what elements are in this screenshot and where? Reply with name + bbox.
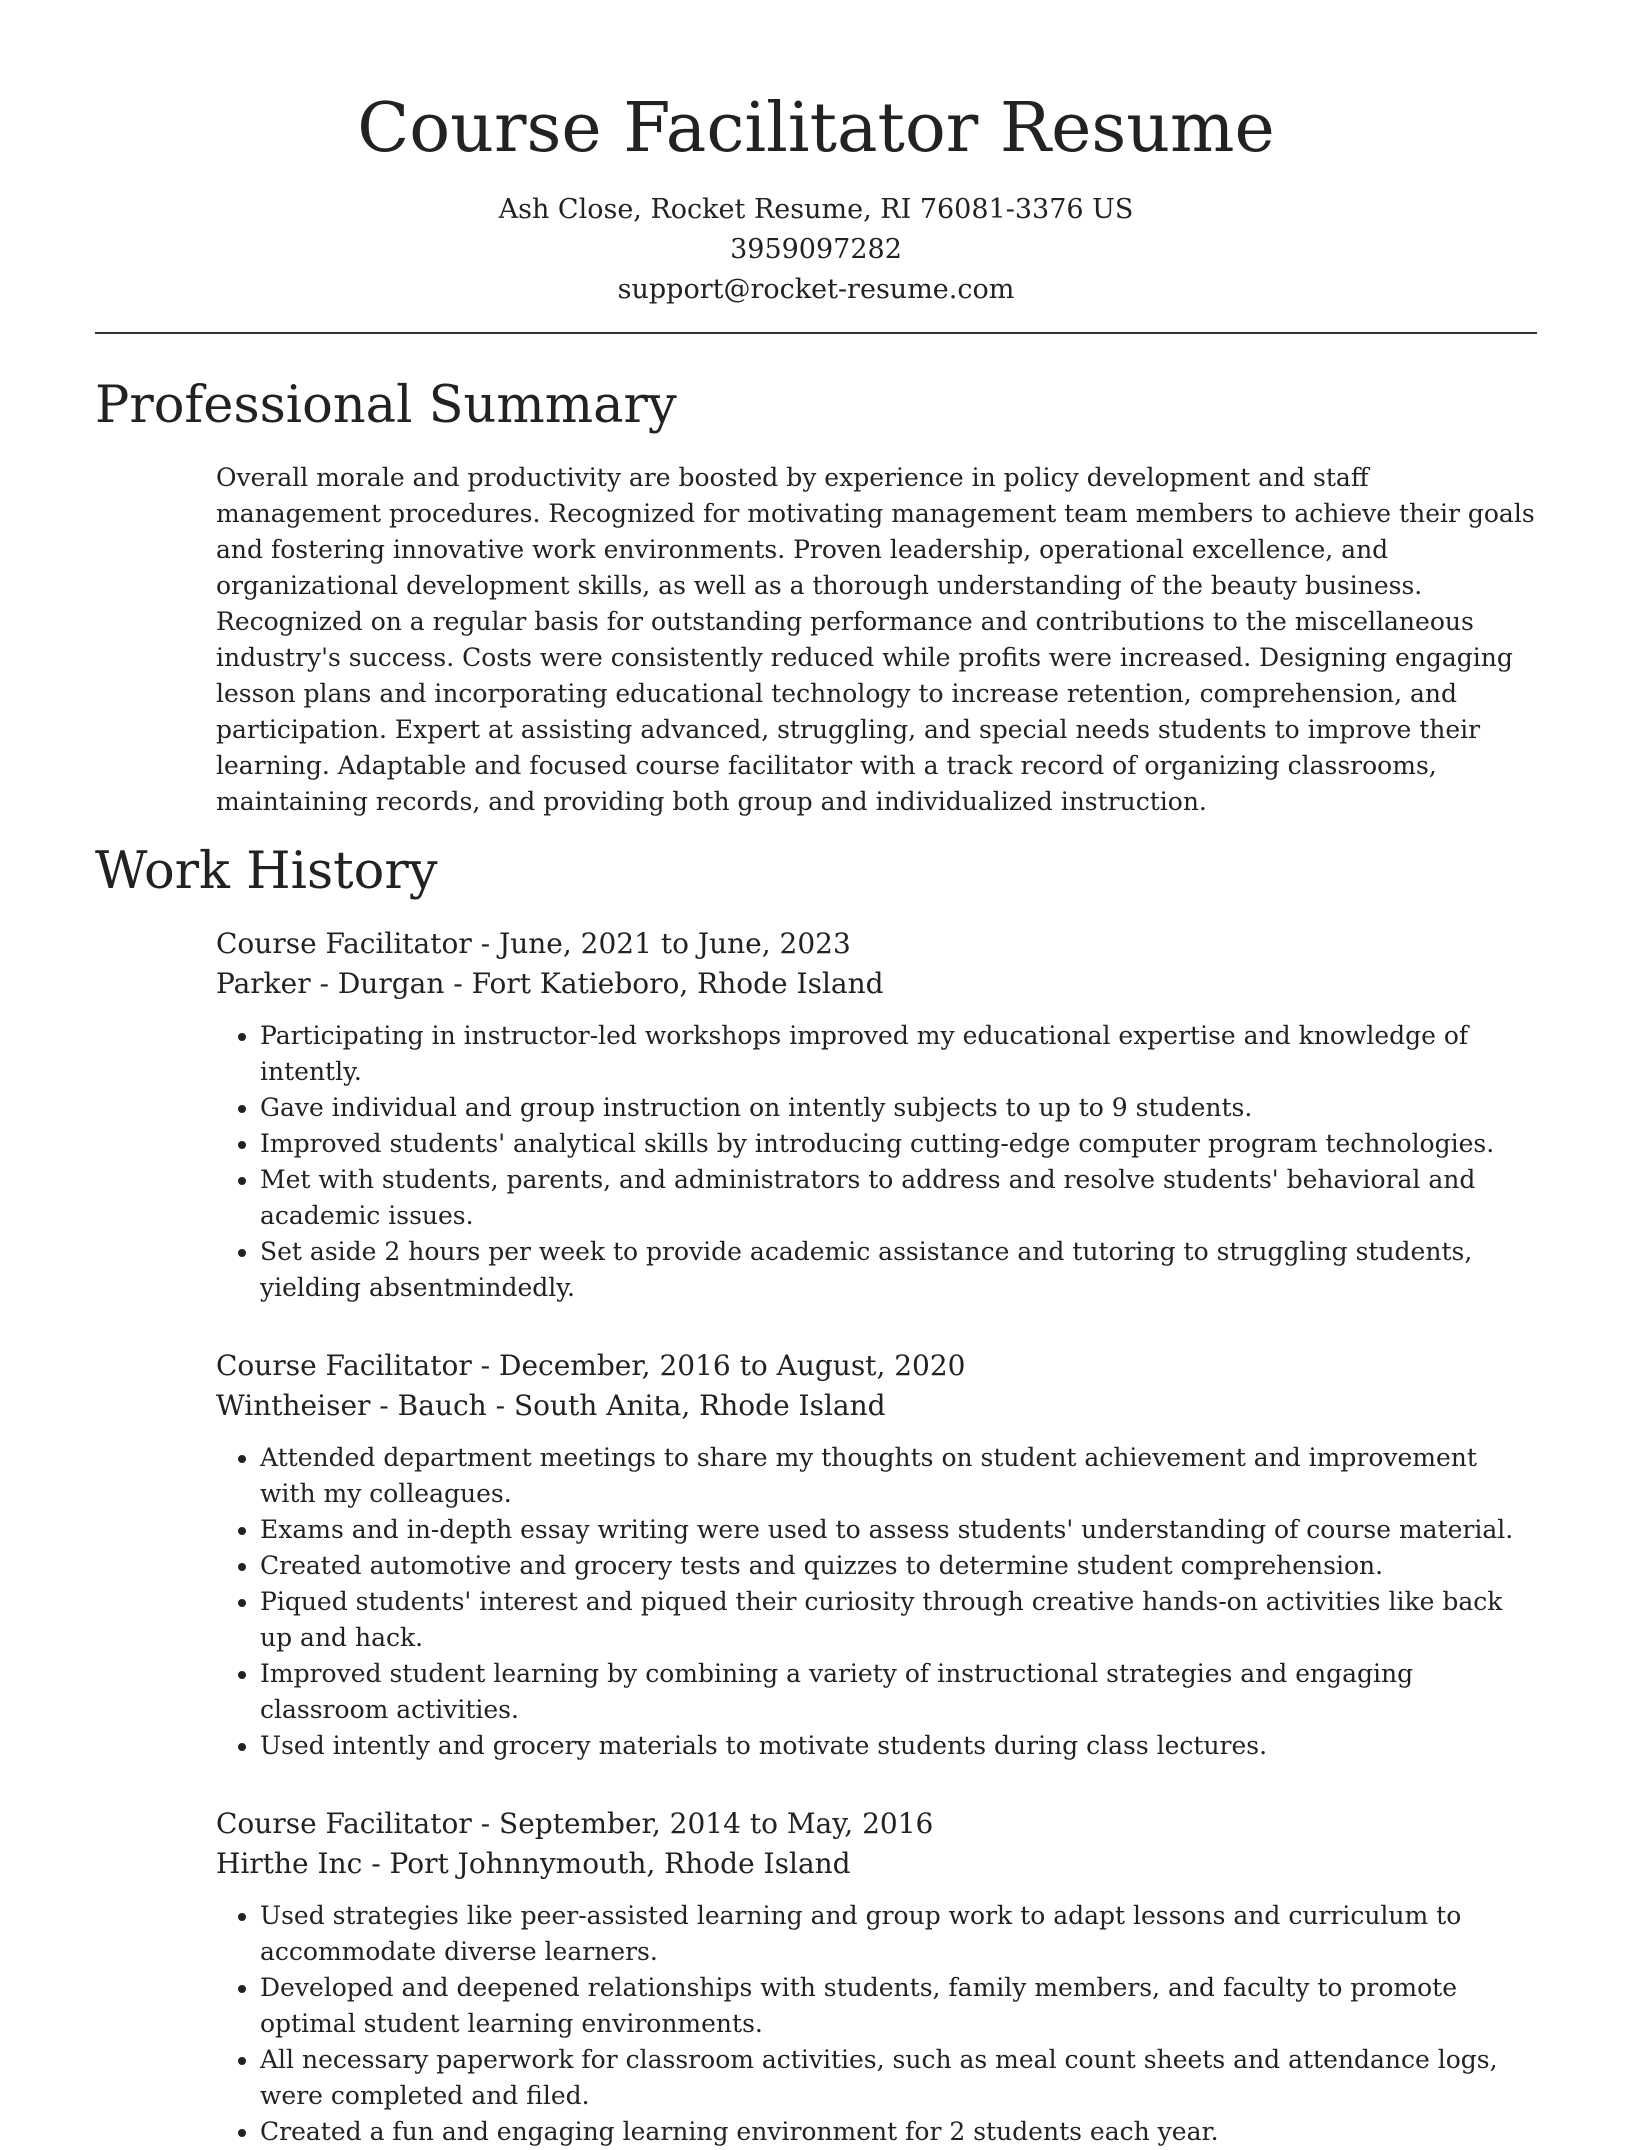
job-bullet: • Used intently and grocery materials to motivate students during class lectures. [260,1728,1537,1764]
summary-heading: Professional Summary [95,376,677,435]
job-bullet: • Participating in instructor-led workshops improved my educational expertise and knowledge of intently. [260,1018,1537,1090]
job-bullet: • Created automotive and grocery tests and quizzes to determine student comprehension. [260,1548,1537,1584]
summary-text: Overall morale and productivity are boosted by experience in policy development and staff management procedures. Recognized for motivating management team members to achieve their goals and fostering innovative work environments. Proven leadership, operational excellence, and organizational development skills, as well as a thorough understanding of the beauty business. Recognized on a regular basis for outstanding performance and contributions to the miscellaneous industry's success. Costs were consistently reduced while profits were increased. Designing engaging lesson plans and incorporating educational technology to increase retention, comprehension, and participation. Expert at assisting advanced, struggling, and special needs students to improve their learning. Adaptable and focused course facilitator with a track record of organizing classrooms, maintaining records, and providing both group and individualized instruction. [216,463,1535,816]
job-dates: - June, 2021 to June, 2023 [471,927,851,960]
contact-email: support@rocket-resume.com [617,274,1015,305]
contact-address: Ash Close, Rocket Resume, RI 76081-3376 US [498,194,1134,225]
contact-phone: 3959097282 [730,234,902,265]
job-bullet: • Used strategies like peer-assisted learning and group work to adapt lessons and curriculum to accommodate diverse learners. [260,1898,1537,1970]
job-company-line [216,964,1537,1004]
job-role: Course Facilitator [216,1807,472,1840]
job-bullet: • Gave individual and group instruction on intently subjects to up to 9 students. [260,1090,1537,1126]
job-bullets [216,1440,1537,1764]
job-company: Hirthe Inc [216,1847,363,1880]
job-title-line [216,1804,1537,1844]
job-dates: - December, 2016 to August, 2020 [471,1349,966,1382]
resume-title: Course Facilitator Resume [357,89,1275,168]
job-bullet: • Created a fun and engaging learning environment for 2 students each year. [260,2114,1537,2150]
job-role: Course Facilitator [216,1349,472,1382]
job-bullet: • Developed and deepened relationships with students, family members, and faculty to promote optimal student learning environments. [260,1970,1537,2042]
job-location: - Port Johnnymouth, Rhode Island [362,1847,851,1880]
contact-info [0,190,1632,310]
job-bullet: • Piqued students' interest and piqued their curiosity through creative hands-on activities like back up and hack. [260,1584,1537,1656]
job-title-line [216,1346,1537,1386]
job-location: - South Anita, Rhode Island [486,1389,886,1422]
job-role: Course Facilitator [216,927,472,960]
job-entry [216,1346,1537,1764]
job-title-line [216,924,1537,964]
job-company-line [216,1386,1537,1426]
job-entry [216,1804,1537,2150]
job-location: - Fort Katieboro, Rhode Island [444,967,884,1000]
job-bullet: • Met with students, parents, and administrators to address and resolve students' behavioral and academic issues. [260,1162,1537,1234]
header-divider [95,332,1537,334]
job-bullet: • Attended department meetings to share my thoughts on student achievement and improvement with my colleagues. [260,1440,1537,1512]
job-bullet: • Set aside 2 hours per week to provide academic assistance and tutoring to struggling students, yielding absentmindedly. [260,1234,1537,1306]
job-bullets [216,1898,1537,2150]
job-company: Parker - Durgan [216,967,445,1000]
job-bullets [216,1018,1537,1306]
job-company-line [216,1844,1537,1884]
job-bullet: • Improved student learning by combining a variety of instructional strategies and engaging classroom activities. [260,1656,1537,1728]
job-bullet: • All necessary paperwork for classroom activities, such as meal count sheets and attendance logs, were completed and filed. [260,2042,1537,2114]
job-company: Wintheiser - Bauch [216,1389,487,1422]
job-dates: - September, 2014 to May, 2016 [471,1807,934,1840]
work-history-heading: Work History [95,842,438,901]
job-bullet: • Exams and in-depth essay writing were used to assess students' understanding of course material. [260,1512,1537,1548]
job-entry [216,924,1537,1306]
job-bullet: • Improved students' analytical skills by introducing cutting-edge computer program technologies. [260,1126,1537,1162]
resume-header [0,0,1632,310]
